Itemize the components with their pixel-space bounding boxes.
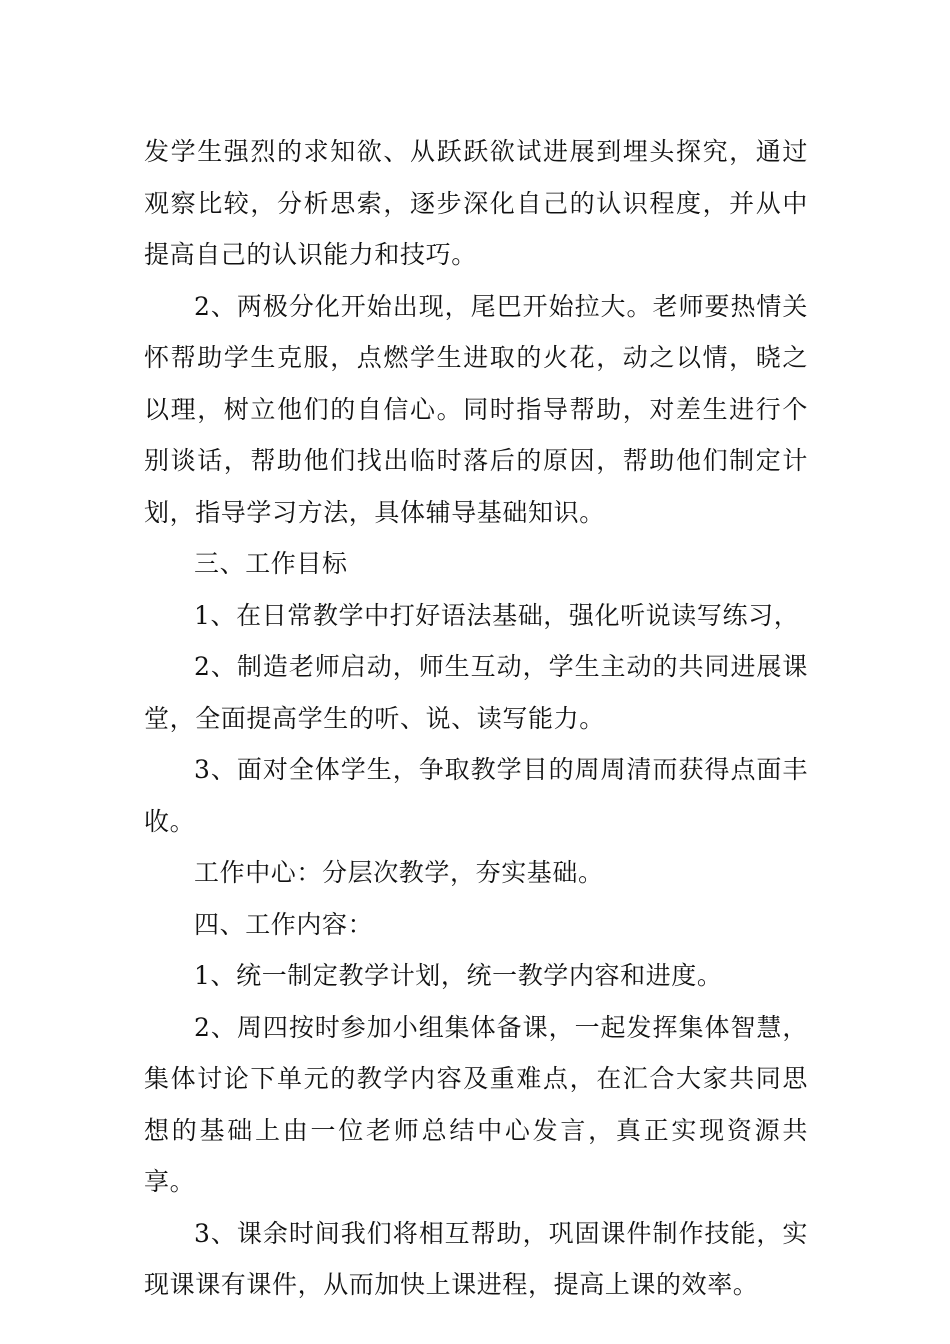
content-item-1: 1、统一制定教学计划，统一教学内容和进度。 (194, 961, 723, 990)
content-item-2: 2、周四按时参加小组集体备课，一起发挥集体智慧，集体讨论下单元的教学内容及重难点，在汇合大家共同思想的基础上由一位老师总结中心发言，真正实现资源共享。 (144, 1012, 808, 1196)
paragraph-item-2-polarization: 2、两极分化开始出现，尾巴开始拉大。老师要热情关怀帮助学生克服，点燃学生进取的火花，动之以情，晓之以理，树立他们的自信心。同时指导帮助，对差生进行个别谈话，帮助他们找出临时落后的原因，帮助他们制定计划，指导学习方法，具体辅导基础知识。 (144, 291, 808, 527)
content-item-3: 3、课余时间我们将相互帮助，巩固课件制作技能，实现课课有课件，从而加快上课进程，提高上课的效率。 (144, 1218, 808, 1299)
goal-item-3: 3、面对全体学生，争取教学目的周周清而获得点面丰收。 (144, 755, 808, 836)
paragraph-continuation: 发学生强烈的求知欲、从跃跃欲试进展到埋头探究，通过观察比较，分析思索，逐步深化自己的认识程度，并从中提高自己的认识能力和技巧。 (144, 137, 808, 269)
goal-item-1: 1、在日常教学中打好语法基础，强化听说读写练习， (194, 600, 800, 630)
section-heading-work-content: 四、工作内容： (194, 909, 374, 939)
goal-item-2: 2、制造老师启动，师生互动，学生主动的共同进展课堂，全面提高学生的听、说、读写能力。 (144, 652, 808, 733)
work-focus-line: 工作中心：分层次教学，夯实基础。 (194, 858, 604, 887)
document-page (144, 126, 808, 1311)
section-heading-work-goals: 三、工作目标 (194, 549, 348, 578)
